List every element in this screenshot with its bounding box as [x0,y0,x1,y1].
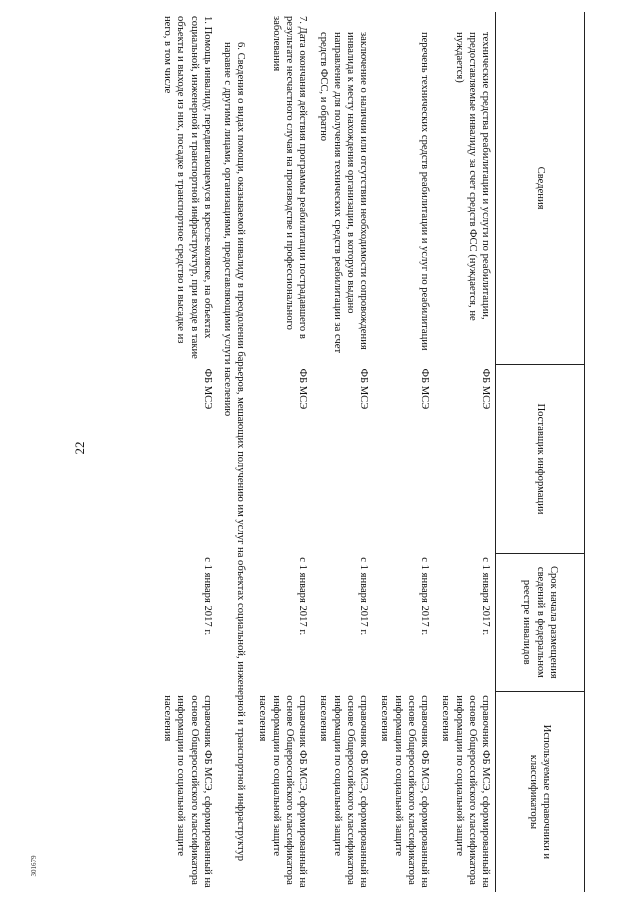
header-directories: Используемые справочники и классификаторы [496,691,585,892]
row-deadline: с 1 января 2017 г. [358,557,370,636]
row-supplier: ФБ МСЭ [419,368,431,410]
register-table [156,12,585,892]
table-row [312,12,373,892]
row-info: 7. Дата окончания действия программы реабилитации пострадавшего в результате несчастного случая на производстве и профессионального заболевания [270,16,309,339]
table-row [251,12,312,892]
row-info: 1. Помощь инвалиду, передвигающемуся в кресле-коляске, на объектах социальной, инженерной и транспортной инфраструктур, при входе в такие объекты и выходе из них, посадке в транспортное средство и высадке из него, в том числе [162,16,213,359]
row-deadline: с 1 января 2017 г. [419,557,431,636]
page-number: 22 [72,441,87,455]
row-deadline: с 1 января 2017 г. [201,557,213,636]
rotated-table-container [115,12,585,892]
section-title: 6. Сведения о видах помощи, оказываемой инвалиду в преодолении барьеров, мешающих получению им услуг на объектах социальной, инженерной и транспортной инфраструктур наравне с другими лицами, организациями, предоставляющими услуги населению [222,42,247,862]
row-directories: справочник ФБ МСЭ, сформированный на основе Общероссийского классификатора информации по социальной защите населения [318,695,370,888]
row-info: перечень технических средств реабилитации и услуг по реабилитации [419,32,431,351]
row-deadline: с 1 января 2017 г. [297,557,309,636]
document-stamp: 301679 [30,855,38,877]
row-supplier: ФБ МСЭ [480,368,491,410]
table-header-row [496,12,585,892]
row-info: заключение о наличии или отсутствии необходимости сопровождения инвалида к месту нахождения организации, в которую выдано направление для получения технических средств реабилитации за счет средств ФСС, и обратно [318,32,370,354]
header-supplier: Поставщик информации [496,365,585,554]
row-info: технические средства реабилитации и услуги по реабилитации, предоставляемые инвалиду за счет средств ФСС (нуждается, не нуждается) [453,32,491,321]
row-supplier: ФБ МСЭ [297,368,309,410]
row-directories: справочник ФБ МСЭ, сформированный на основе Общероссийского классификатора информации по социальной защите населения [379,695,431,888]
row-directories: справочник ФБ МСЭ, сформированный на основе Общероссийского классификатора информации по социальной защите населения [257,695,309,888]
header-info: Сведения [496,12,585,365]
header-deadline: Срок начала размещения сведений в федеральном реестре инвалидов [496,553,585,691]
row-deadline: с 1 января 2017 г. [480,557,491,636]
row-supplier: ФБ МСЭ [358,368,370,410]
table-row [156,12,217,892]
row-supplier: ФБ МСЭ [201,368,213,410]
table-row [373,12,434,892]
section-heading-row [217,12,251,892]
table-row [434,12,495,892]
row-directories: справочник ФБ МСЭ, сформированный на основе Общероссийского классификатора информации по социальной защите населения [440,695,491,888]
row-directories: справочник ФБ МСЭ, сформированный на основе Общероссийского классификатора информации по социальной защите населения [162,695,213,888]
